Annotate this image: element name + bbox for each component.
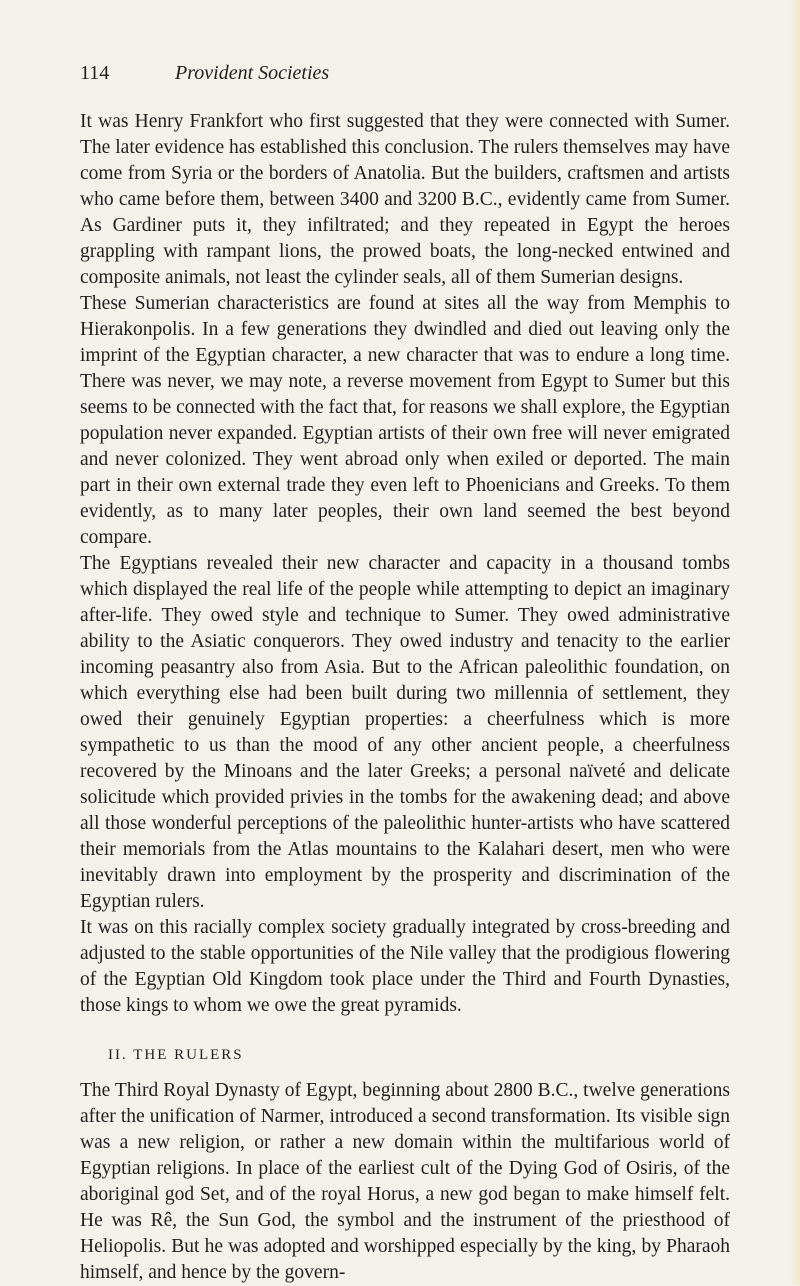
section-paragraph: The Third Royal Dynasty of Egypt, beginning about 2800 B.C., twelve generations after the unification of Narmer, introduced a second transformation. Its visible sign was a new religion, or rather a new domain within the multifarious world of Egyptian religions. In place of the earliest cult of the Dying God of Osiris, of the aboriginal god Set, and of the royal Horus, a new god began to make himself felt. He was Rê, the Sun God, the symbol and the instrument of the priesthood of Heliopolis. But he was adopted and worshipped especially by the king, by Pharaoh himself, and hence by the govern- — [80, 1080, 730, 1283]
body-paragraph-2: These Sumerian characteristics are found at sites all the way from Memphis to Hierakonpolis. In a few generations they dwindled and died out leaving only the imprint of the Egyptian character, a new character that was to endure a long time. There was never, we may note, a reverse movement from Egypt to Sumer but this seems to be connected with the fact that, for reasons we shall explore, the Egyptian population never expanded. Egyptian artists of their own free will never emigrated and never colonized. They went abroad only when exiled or deported. The main part in their own external trade they even left to Phoenicians and Greeks. To them evidently, as to many later peoples, their own land seemed the best beyond compare. — [80, 293, 730, 548]
section-heading: II. THE RULERS — [108, 1047, 244, 1063]
body-paragraph-1: It was Henry Frankfort who first suggested that they were connected with Sumer. The later evidence has established this conclusion. The rulers themselves may have come from Syria or the borders of Anatolia. But the builders, craftsmen and artists who came before them, between 3400 and 3200 B.C., evidently came from Sumer. As Gardiner puts it, they infiltrated; and they repeated in Egypt the heroes grappling with rampant lions, the prowed boats, the long-necked entwined and composite animals, not least the cylinder seals, all of them Sumerian designs. — [80, 111, 730, 288]
running-head — [80, 62, 730, 85]
book-page — [80, 62, 730, 1286]
body-paragraph-4: It was on this racially complex society gradually integrated by cross-breeding and adjusted to the stable opportunities of the Nile valley that the prodigious flowering of the Egyptian Old Kingdom took place under the Third and Fourth Dynasties, those kings to whom we owe the great pyramids. — [80, 917, 730, 1016]
page-number: 114 — [80, 62, 110, 84]
body-paragraph-3: The Egyptians revealed their new character and capacity in a thousand tombs which displayed the real life of the people while attempting to depict an imaginary after-life. They owed style and technique to Sumer. They owed administrative ability to the Asiatic conquerors. They owed industry and tenacity to the earlier incoming peasantry also from Asia. But to the African paleolithic foundation, on which everything else had been built during two millennia of settlement, they owed their genuinely Egyptian properties: a cheerfulness which is more sympathetic to us than the mood of any other ancient people, a cheerfulness recovered by the Minoans and the later Greeks; a personal naïveté and delicate solicitude which provided privies in the tombs for the awakening dead; and above all those wonderful perceptions of the paleolithic hunter-artists who have scattered their memorials from the Atlas mountains to the Kalahari desert, men who were inevitably drawn into employment by the prosperity and discrimination of the Egyptian rulers. — [80, 553, 730, 912]
page-edge-shading — [790, 0, 800, 1285]
running-title: Provident Societies — [175, 62, 330, 84]
